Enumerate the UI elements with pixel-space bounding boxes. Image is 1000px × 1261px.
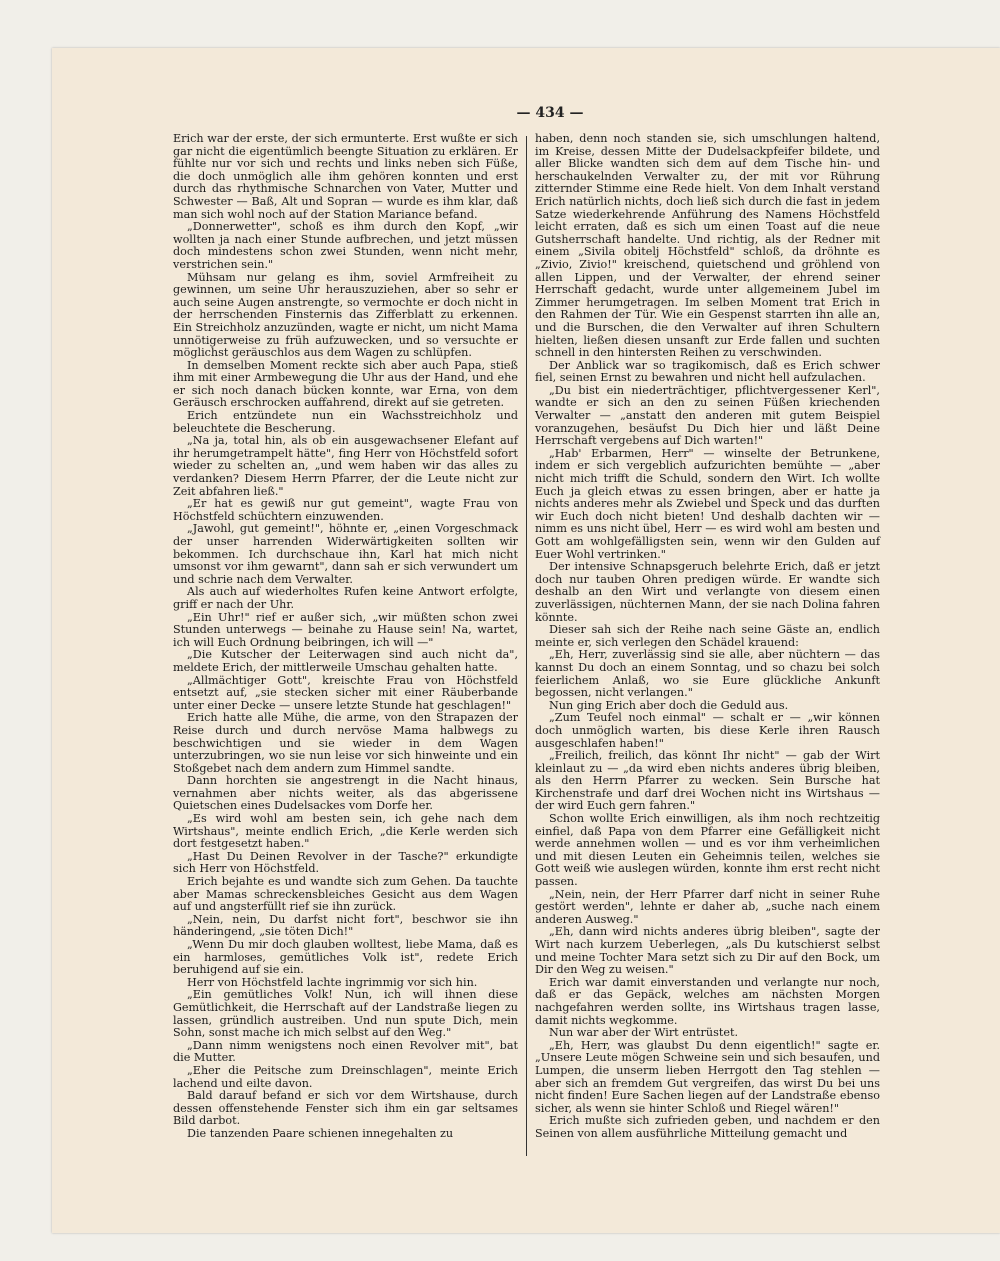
paragraph: „Du bist ein niederträchtiger, pflichtvergessener Kerl", wandte er sich an den zu seinen Füßen kriechenden Verwalter — „anstatt den anderen mit gutem Beispiel voranzugehen, besäufst Du Dich hier und läßt Deine Herrschaft vergebens auf Dich warten!" [535, 383, 880, 448]
paragraph: Nun ging Erich aber doch die Geduld aus. [549, 698, 789, 712]
paragraph: Als auch auf wiederholtes Rufen keine Antwort erfolgte, griff er nach der Uhr. [173, 585, 518, 611]
paragraph: Der Anblick war so tragikomisch, daß es Erich schwer fiel, seinen Ernst zu bewahren und nicht hell aufzulachen. [535, 358, 880, 385]
paragraph: Erich war damit einverstanden und verlangte nur noch, daß er das Gepäck, welches am nächsten Morgen nachgefahren werden sollte, ins Wirtshaus tragen lasse, damit nichts wegkomme. [535, 975, 880, 1027]
paragraph: „Na ja, total hin, als ob ein ausgewachsener Elefant auf ihr herumgetrampelt hätte", fing Herr von Höchstfeld sofort wieder zu schelten an, „und wem haben wir das alles zu verdanken? Diesem Herrn Pfarrer, der die Leute nicht zur Zeit abfahren ließ." [173, 434, 518, 498]
paragraph: „Hast Du Deinen Revolver in der Tasche?" erkundigte sich Herr von Höchstfeld. [173, 849, 518, 876]
paragraph: „Eh, Herr, was glaubst Du denn eigentlich!" sagte er. „Unsere Leute mögen Schweine sein und sich besaufen, und Lumpen, die unserm lieben Herrgott den Tag stehlen — aber sich an fremdem Gut vergreifen, das wirst Du bei uns nicht finden! Eure Sachen liegen auf der Landstraße ebenso sicher, als wenn sie hinter Schloß und Riegel wären!" [535, 1038, 880, 1115]
paragraph: haben, denn noch standen sie, sich umschlungen haltend, im Kreise, dessen Mitte der Dudelsackpfeifer bildete, und aller Blicke wandten sich dem auf dem Tische hin- und herschaukelnden Verwalter zu, der mit vor Rührung zitternder Stimme eine Rede hielt. Von dem Inhalt verstand Erich natürlich nichts, doch ließ sich durch die fast in jedem Satze wiederkehrende Anführung des Namens Höchstfeld leicht erraten, daß es sich um einen Toast auf die neue Gutsherrschaft handelte. Und richtig, als der Redner mit einem „Sivila obitelj Höchstfeld" schloß, da dröhnte es „Zivio, Zivio!" kreischend, quietschend und gröhlend von allen Lippen, und der Verwalter, der ehrend seiner Herrschaft gedacht, wurde unter allgemeinem Jubel im Zimmer herumgetragen. Im selben Moment trat Erich in den Rahmen der Tür. Wie ein Gespenst starrten ihn alle an, und die Burschen, die den Verwalter auf ihren Schultern hielten, ließen diesen unsanft zur Erde fallen und suchten schnell in den hintersten Reihen zu verschwinden. [535, 132, 880, 360]
paragraph: „Er hat es gewiß nur gut gemeint", wagte Frau von Höchstfeld schüchtern einzuwenden. [173, 497, 518, 523]
paragraph: „Ein gemütliches Volk! Nun, ich will ihnen diese Gemütlichkeit, die Herrschaft auf der Landstraße liegen zu lassen, gründlich austreiben. Und nun spute Dich, mein Sohn, sonst mache ich mich selbst auf den Weg." [173, 988, 518, 1040]
paragraph: „Eh, Herr, zuverlässig sind sie alle, aber nüchtern — das kannst Du doch an einem Sonntag, und so chazu bei solch feierlichem Anlaß, wo sie Eure glückliche Ankunft begossen, nicht verlangen." [535, 648, 880, 700]
paragraph: „Es wird wohl am besten sein, ich gehe nach dem Wirtshaus", meinte endlich Erich, „die Kerle werden sich dort festgesetzt haben." [173, 812, 518, 851]
paragraph: Erich bejahte es und wandte sich zum Gehen. Da tauchte aber Mamas schreckensbleiches Gesicht aus dem Wagen auf und angsterfüllt rief sie ihn zurück. [173, 875, 518, 914]
paragraph: Erich mußte sich zufrieden geben, und nachdem er den Seinen von allem ausführliche Mitteilung gemacht und [535, 1114, 880, 1140]
paragraph: Schon wollte Erich einwilligen, als ihm noch rechtzeitig einfiel, daß Papa von dem Pfarrer eine Gefälligkeit nicht werde annehmen wollen — und es vor ihm verheimlichen und mit diesen Leuten ein Geheimnis teilen, welches sie Gott weiß wie auslegen würden, konnte ihm erst recht nicht passen. [535, 812, 880, 889]
paragraph: „Donnerwetter", schoß es ihm durch den Kopf, „wir wollten ja nach einer Stunde aufbrechen, und jetzt müssen doch mindestens schon zwei Stunden, wenn nicht mehr, verstrichen sein." [173, 220, 518, 271]
paragraph: Bald darauf befand er sich vor dem Wirtshause, durch dessen offenstehende Fenster sich ihm ein gar seltsames Bild darbot. [173, 1089, 518, 1128]
paragraph: „Eh, dann wird nichts anderes übrig bleiben", sagte der Wirt nach kurzem Ueberlegen, „als Du kutschierst selbst und meine Tochter Mara setzt sich zu Dir auf den Bock, um Dir den Weg zu weisen." [535, 925, 880, 977]
paragraph: „Jawohl, gut gemeint!", höhnte er, „einen Vorgeschmack der unser harrenden Widerwärtigkeiten sollten wir bekommen. Ich durchschaue ihn, Karl hat mich nicht umsonst vor ihm gewarnt", dann sah er sich verwundert um und schrie nach dem Verwalter. [173, 522, 518, 586]
paragraph: „Freilich, freilich, das könnt Ihr nicht" — gab der Wirt kleinlaut zu — „da wird eben nichts anderes übrig bleiben, als den Herrn Pfarrer zu wecken. Sein Bursche hat Kirchenstrafe und darf drei Wochen nicht ins Wirtshaus — der wird Euch gern fahren." [535, 749, 880, 813]
paragraph: „Nein, nein, der Herr Pfarrer darf nicht in seiner Ruhe gestört werden", lehnte er daher ab, „suche nach einem anderen Ausweg." [535, 887, 880, 926]
text-column-right [535, 133, 880, 1141]
paragraph: „Die Kutscher der Leiterwagen sind auch nicht da", meldete Erich, der mittlerweile Umschau gehalten hatte. [173, 648, 518, 674]
paragraph: „Zum Teufel noch einmal" — schalt er — „wir können doch unmöglich warten, bis diese Kerle ihren Rausch ausgeschlafen haben!" [535, 711, 880, 750]
paragraph: „Hab' Erbarmen, Herr" — winselte der Betrunkene, indem er sich vergeblich aufzurichten bemühte — „aber nicht mich trifft die Schuld, sondern den Wirt. Ich wollte Euch ja gleich etwas zu essen bringen, aber er hatte ja nichts anderes mehr als Zwiebel und Speck und das durften wir Euch doch nicht bieten! Und deshalb dachten wir — nimm es uns nicht übel, Herr — es wird wohl am besten und Gott am wohlgefälligsten sein, wenn wir den Gulden auf Euer Wohl vertrinken." [535, 446, 880, 561]
paragraph: Erich war der erste, der sich ermunterte. Erst wußte er sich gar nicht die eigentümlich beengte Situation zu erklären. Er fühlte nur vor sich und rechts und links neben sich Füße, die doch unmöglich alle ihm gehören konnten und erst durch das rhythmische Schnarchen von Vater, Mutter und Schwester — Baß, Alt und Sopran — wurde es ihm klar, daß man sich wohl noch auf der Station Mariance befand. [173, 132, 518, 221]
paragraph: „Dann nimm wenigstens noch einen Revolver mit", bat die Mutter. [173, 1038, 518, 1065]
paragraph: „Eher die Peitsche zum Dreinschlagen", meinte Erich lachend und eilte davon. [173, 1063, 518, 1090]
paragraph: Erich hatte alle Mühe, die arme, von den Strapazen der Reise durch und durch nervöse Mama halbwegs zu beschwichtigen und sie wieder in dem Wagen unterzubringen, wo sie nun leise vor sich hinweinte und ein Stoßgebet nach dem andern zum Himmel sandte. [173, 711, 518, 775]
paragraph: Der intensive Schnapsgeruch belehrte Erich, daß er jetzt doch nur tauben Ohren predigen würde. Er wandte sich deshalb an den Wirt und verlangte von diesem einen zuverlässigen, nüchternen Mann, der sie nach Dolina fahren könnte. [535, 560, 880, 624]
paragraph: Dieser sah sich der Reihe nach seine Gäste an, endlich meinte er, sich verlegen den Schädel krauend: [535, 623, 880, 649]
paragraph: Nun war aber der Wirt entrüstet. [549, 1026, 739, 1040]
paragraph: In demselben Moment reckte sich aber auch Papa, stieß ihm mit einer Armbewegung die Uhr aus der Hand, und ehe er sich noch danach bücken konnte, war Erna, von dem Geräusch erschrocken auffahrend, direkt auf sie getreten. [173, 358, 518, 410]
paragraph: „Ein Uhr!" rief er außer sich, „wir müßten schon zwei Stunden unterwegs — beinahe zu Hause sein! Na, wartet, ich will Euch Ordnung beibringen, ich will —" [173, 610, 518, 649]
paragraph: Erich entzündete nun ein Wachsstreichholz und beleuchtete die Bescherung. [173, 409, 518, 435]
page-number: — 434 — [516, 105, 584, 121]
paragraph: „Allmächtiger Gott", kreischte Frau von Höchstfeld entsetzt auf, „sie stecken sicher mit einer Räuberbande unter einer Decke — unsere letzte Stunde hat geschlagen!" [173, 673, 518, 712]
paragraph: Herr von Höchstfeld lachte ingrimmig vor sich hin. [187, 975, 478, 989]
column-divider [526, 136, 527, 1156]
paragraph: „Nein, nein, Du darfst nicht fort", beschwor sie ihn händeringend, „sie töten Dich!" [173, 912, 518, 939]
text-column-left [173, 133, 518, 1141]
paragraph: „Wenn Du mir doch glauben wolltest, liebe Mama, daß es ein harmloses, gemütliches Volk ist", redete Erich beruhigend auf sie ein. [173, 938, 518, 977]
paragraph: Dann horchten sie angestrengt in die Nacht hinaus, vernahmen aber nichts weiter, als das abgerissene Quietschen eines Dudelsackes vom Dorfe her. [173, 774, 518, 813]
paragraph: Mühsam nur gelang es ihm, soviel Armfreiheit zu gewinnen, um seine Uhr herauszuziehen, aber so sehr er auch seine Augen anstrengte, so vermochte er doch nicht in der herrschenden Finsternis das Zifferblatt zu erkennen. Ein Streichholz anzuzünden, wagte er nicht, um nicht Mama unnötigerweise zu früh aufzuwecken, und so versuchte er möglichst geräuschlos aus dem Wagen zu schlüpfen. [173, 270, 518, 360]
paragraph: Die tanzenden Paare schienen innegehalten zu [187, 1126, 454, 1140]
